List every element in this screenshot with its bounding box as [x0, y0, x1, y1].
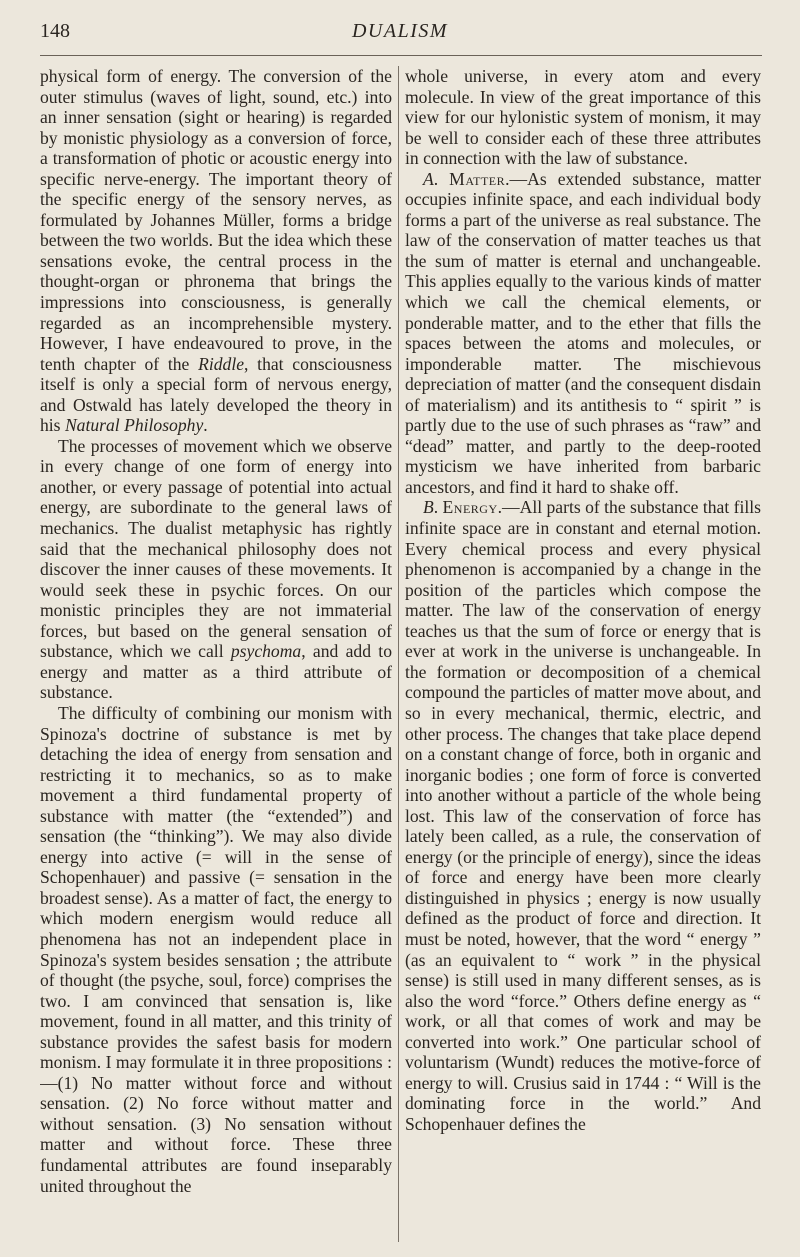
section-heading: Matter [449, 168, 506, 189]
text-run: , that consciousness itself is only a special form of nervous energy, and Ostwald has lately developed the theory in his [40, 353, 392, 436]
text-run: , and add to energy and matter as a third attribute of substance. [40, 641, 392, 703]
left-column [40, 66, 392, 1246]
paragraph [40, 66, 392, 436]
italic-term: A [423, 168, 434, 189]
text-run: . [433, 168, 450, 189]
column-divider [398, 66, 399, 1242]
page-number: 148 [40, 20, 70, 42]
text-run: whole universe, in every atom and every molecule. In view of the great importance of this view for our hylonistic system of monism, it may be well to consider each of these three attributes in connection with the law of substance. [405, 66, 761, 169]
text-run: .—As extended substance, matter occupies infinite space, and each individual body forms a part of the universe as real substance. The law of the conservation of matter teaches us that the sum of matter is eternal and unchangeable. This applies equally to the various kinds of matter which we call the chemical elements, or ponderable matter, and to the ether that fills the spaces between the atoms and molecules, or imponderable matter. The mischievous depreciation of matter (and the consequent disdain of materialism) and its antithesis to “ spirit ” is partly due to the use of such phrases as “raw” and “dead” matter, and partly to the deep-rooted mysticism we have inherited from barbaric ancestors, and find it hard to shake off. [405, 168, 761, 497]
text-run: The difficulty of combining our monism with Spinoza's doctrine of substance is met by detaching the idea of energy from sensation and restricting it to mechanics, so as to make movement a third fundamental property of substance with matter (the “extended”) and sensation (the “thinking”). We may also divide energy into active (= will in the sense of Schopenhauer) and passive (= sensation in the broadest sense). As a matter of fact, the energy to which modern energism would reduce all phenomena has not an independent place in Spinoza's system besides sensation ; the attribute of thought (the psyche, soul, force) comprises the two. I am convinced that sensation is, like movement, found in all matter, and this trinity of substance provides the safest basis for modern monism. I may formulate it in three propositions :—(1) No matter without force and without sensation. (2) No force without matter and without sensation. (3) No sensation without matter and without force. These three fundamental attributes are found inseparably united throughout the [40, 702, 392, 1196]
paragraph [405, 66, 761, 169]
paragraph [40, 436, 392, 703]
text-run: . [433, 497, 443, 518]
right-column [405, 66, 761, 1246]
text-run: The processes of movement which we observe in every change of one form of energy into another, or every passage of potential into actual energy, are subordinate to the general laws of mechanics. The dualist metaphysic has rightly said that the mechanical philosophy does not discover the inner causes of these movements. It would seek these in psychic forces. On our monistic principles they are not immaterial forces, but based on the general sensation of substance, which we call [40, 435, 392, 662]
italic-term: Natural Philosophy [64, 415, 204, 436]
text-run: . [203, 415, 208, 436]
italic-term: B [423, 497, 434, 518]
paragraph [40, 703, 392, 1196]
italic-term: psychoma [230, 641, 302, 662]
text-run: .—All parts of the substance that fills infinite space are in constant and eternal motion. Every chemical process and every physical phenomenon is accompanied by a change in the position of the particles which compose the matter. The law of the conservation of energy teaches us that the sum of force or energy that is ever at work in the universe is unchangeable. In the formation or decomposition of a chemical compound the particles of matter move about, and so in every mechanical, thermic, electric, and other process. The changes that take place depend on a constant change of force, both in organic and inorganic bodies ; one form of force is converted into another without a particle of the whole being lost. This law of the conservation of force has lately been called, as a rule, the conservation of energy (or the principle of energy), since the ideas of force and energy have been more clearly distinguished in physics ; energy is now usually defined as the product of force and direction. It must be noted, however, that the word “ energy ” (as an equivalent to “ work ” in the physical sense) is still used in many different senses, as is also the word “force.” Others define energy as “ work, or all that comes of work and may be converted into work.” One particular school of voluntarism (Wundt) reduces the motive-force of energy to will. Crusius said in 1744 : “ Will is the dominating force in the world.” And Schopenhauer defines the [405, 497, 761, 1134]
page-header [40, 20, 760, 50]
text-run: physical form of energy. The conversion of the outer stimulus (waves of light, sound, etc.) into an inner sensation (sight or hearing) is regarded by monistic physiology as a conversion of force, a transformation of photic or acoustic energy into specific nerve-energy. The important theory of the specific energy of the sensory nerves, as formulated by Johannes Müller, forms a bridge between the two worlds. But the idea which these sensations evoke, the central process in the thought-organ or phronema that brings the impressions into consciousness, is generally regarded as an incomprehensible mystery. However, I have endeavoured to prove, in the tenth chapter of the [40, 66, 392, 374]
section-b-energy [405, 497, 761, 1134]
section-heading: Energy [442, 497, 498, 518]
section-a-matter [405, 169, 761, 498]
header-rule [40, 55, 762, 56]
italic-term: Riddle [198, 353, 245, 374]
running-head: DUALISM [351, 20, 449, 42]
